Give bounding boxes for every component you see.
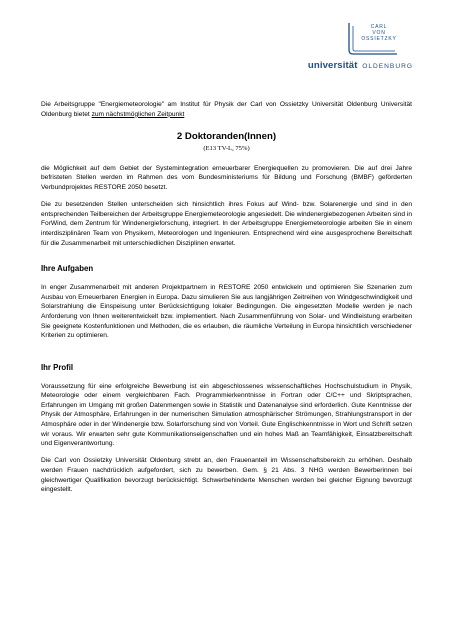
crest-line: CARL	[370, 24, 388, 30]
intro-text: Die Arbeitsgruppe "Energiemeteorologie" am Institut für Physik der Carl von Ossietzky Universität Oldenburg Universität Oldenburg bietet	[41, 101, 412, 118]
logo-city: OLDENBURG	[362, 63, 413, 70]
document-body	[41, 100, 412, 502]
crest-line: VON	[372, 30, 386, 37]
crest-text	[359, 24, 399, 43]
logo-university-word: universität	[307, 60, 358, 71]
profile-paragraph: Die Carl von Ossietzky Universität Oldenburg strebt an, den Frauenanteil im Wissenschaftsbereich zu erhöhen. Deshalb werden Frauen nachdrücklich aufgefordert, sich zu bewerben. Gem. § 21 Abs. 3 NHG werden Bewerberinnen bei gleichwertiger Qualifikation bevorzugt berücksichtigt. Schwerbehinderte Menschen werden bei gleicher Eignung bevorzugt eingestellt.	[41, 457, 412, 494]
body-paragraph: Die zu besetzenden Stellen unterscheiden sich hinsichtlich ihres Fokus auf Wind- bzw. Solarenergie und sind in den entsprechenden Teilbereichen der Arbeitsgruppe Energiemeteorologie angesiedelt. Die windenergiebezogenen Arbeiten sind in ForWind, dem Zentrum für Windenergieforschung, integriert. In der Arbeitsgruppe Energiemeteorologie arbeiten Sie in einem interdisziplinären Team von Physikern, Meteorologen und Ingenieuren. Entsprechend wird eine ausgesprochene Bereitschaft für die Zusammenarbeit mit unterschiedlichen Disziplinen erwartet.	[41, 201, 412, 247]
crest-line: OSSIETZKY	[361, 36, 397, 43]
logo-wordmark	[308, 60, 413, 72]
university-logo	[293, 20, 413, 82]
body-paragraph: die Möglichkeit auf dem Gebiet der Systemintegration erneuerbarer Energiequellen zu promovieren. Die auf drei Jahre befristeten Stellen werden im Rahmen des vom Bundesministeriums für Bildung und Forschung (BMBF) geförderten Verbundprojektes RESTORE 2050 besetzt.	[41, 164, 412, 191]
start-date-link[interactable]: zum nächstmöglichen Zeitpunkt	[91, 110, 185, 118]
profile-paragraph: Voraussetzung für eine erfolgreiche Bewerbung ist ein abgeschlossenes wissenschaftliches Hochschulstudium in Physik, Meteorologie oder einem vergleichbaren Fach. Programmierkenntnisse in Fortran oder C/C++ und Skriptsprachen, Erfahrungen im Umgang mit großen Datenmengen sowie in Statistik und Datenanalyse sind erforderlich. Gute Kenntnisse der Physik der Atmosphäre, Erfahrungen in der numerischen Simulation atmosphärischer Strömungen, Strahlungstransport in der Atmosphäre oder in der Windenergie bzw. Solarforschung sind von Vorteil. Gute Englischkenntnisse in Wort und Schrift setzen wir voraus. Wir erwarten sehr gute Kommunikationseigenschaften und ein hohes Maß an Teamfähigkeit, Einsatzbereitschaft und Eigenverantwortung.	[41, 382, 412, 448]
tasks-heading: Ihre Aufgaben	[41, 264, 94, 274]
position-subtitle: (E13 TV-L, 75%)	[203, 145, 250, 153]
profile-heading: Ihr Profil	[41, 362, 74, 372]
position-title: 2 Doktoranden(Innen)	[176, 131, 277, 143]
intro-paragraph	[41, 100, 412, 119]
tasks-paragraph: In enger Zusammenarbeit mit anderen Projektpartnern in RESTORE 2050 entwickeln und optimieren Sie Szenarien zum Ausbau von Erneuerbaren Energien in Europa. Dazu simulieren Sie aus langjährigen Zeitreihen von Windgeschwindigkeit und Solarstrahlung die Einspeisung unter Berücksichtigung lokaler Bedingungen. Die eingesetzten Modelle werden je nach Anforderung von Ihnen weiterentwickelt bzw. implementiert. Nach Zusammenführung von Solar- und Windleistung erarbeiten Sie geeignete Kostenfunktionen und Methoden, die es erlauben, die räumliche Verteilung in Europa hinsichtlich verschiedener Kriterien zu optimieren.	[41, 284, 412, 340]
